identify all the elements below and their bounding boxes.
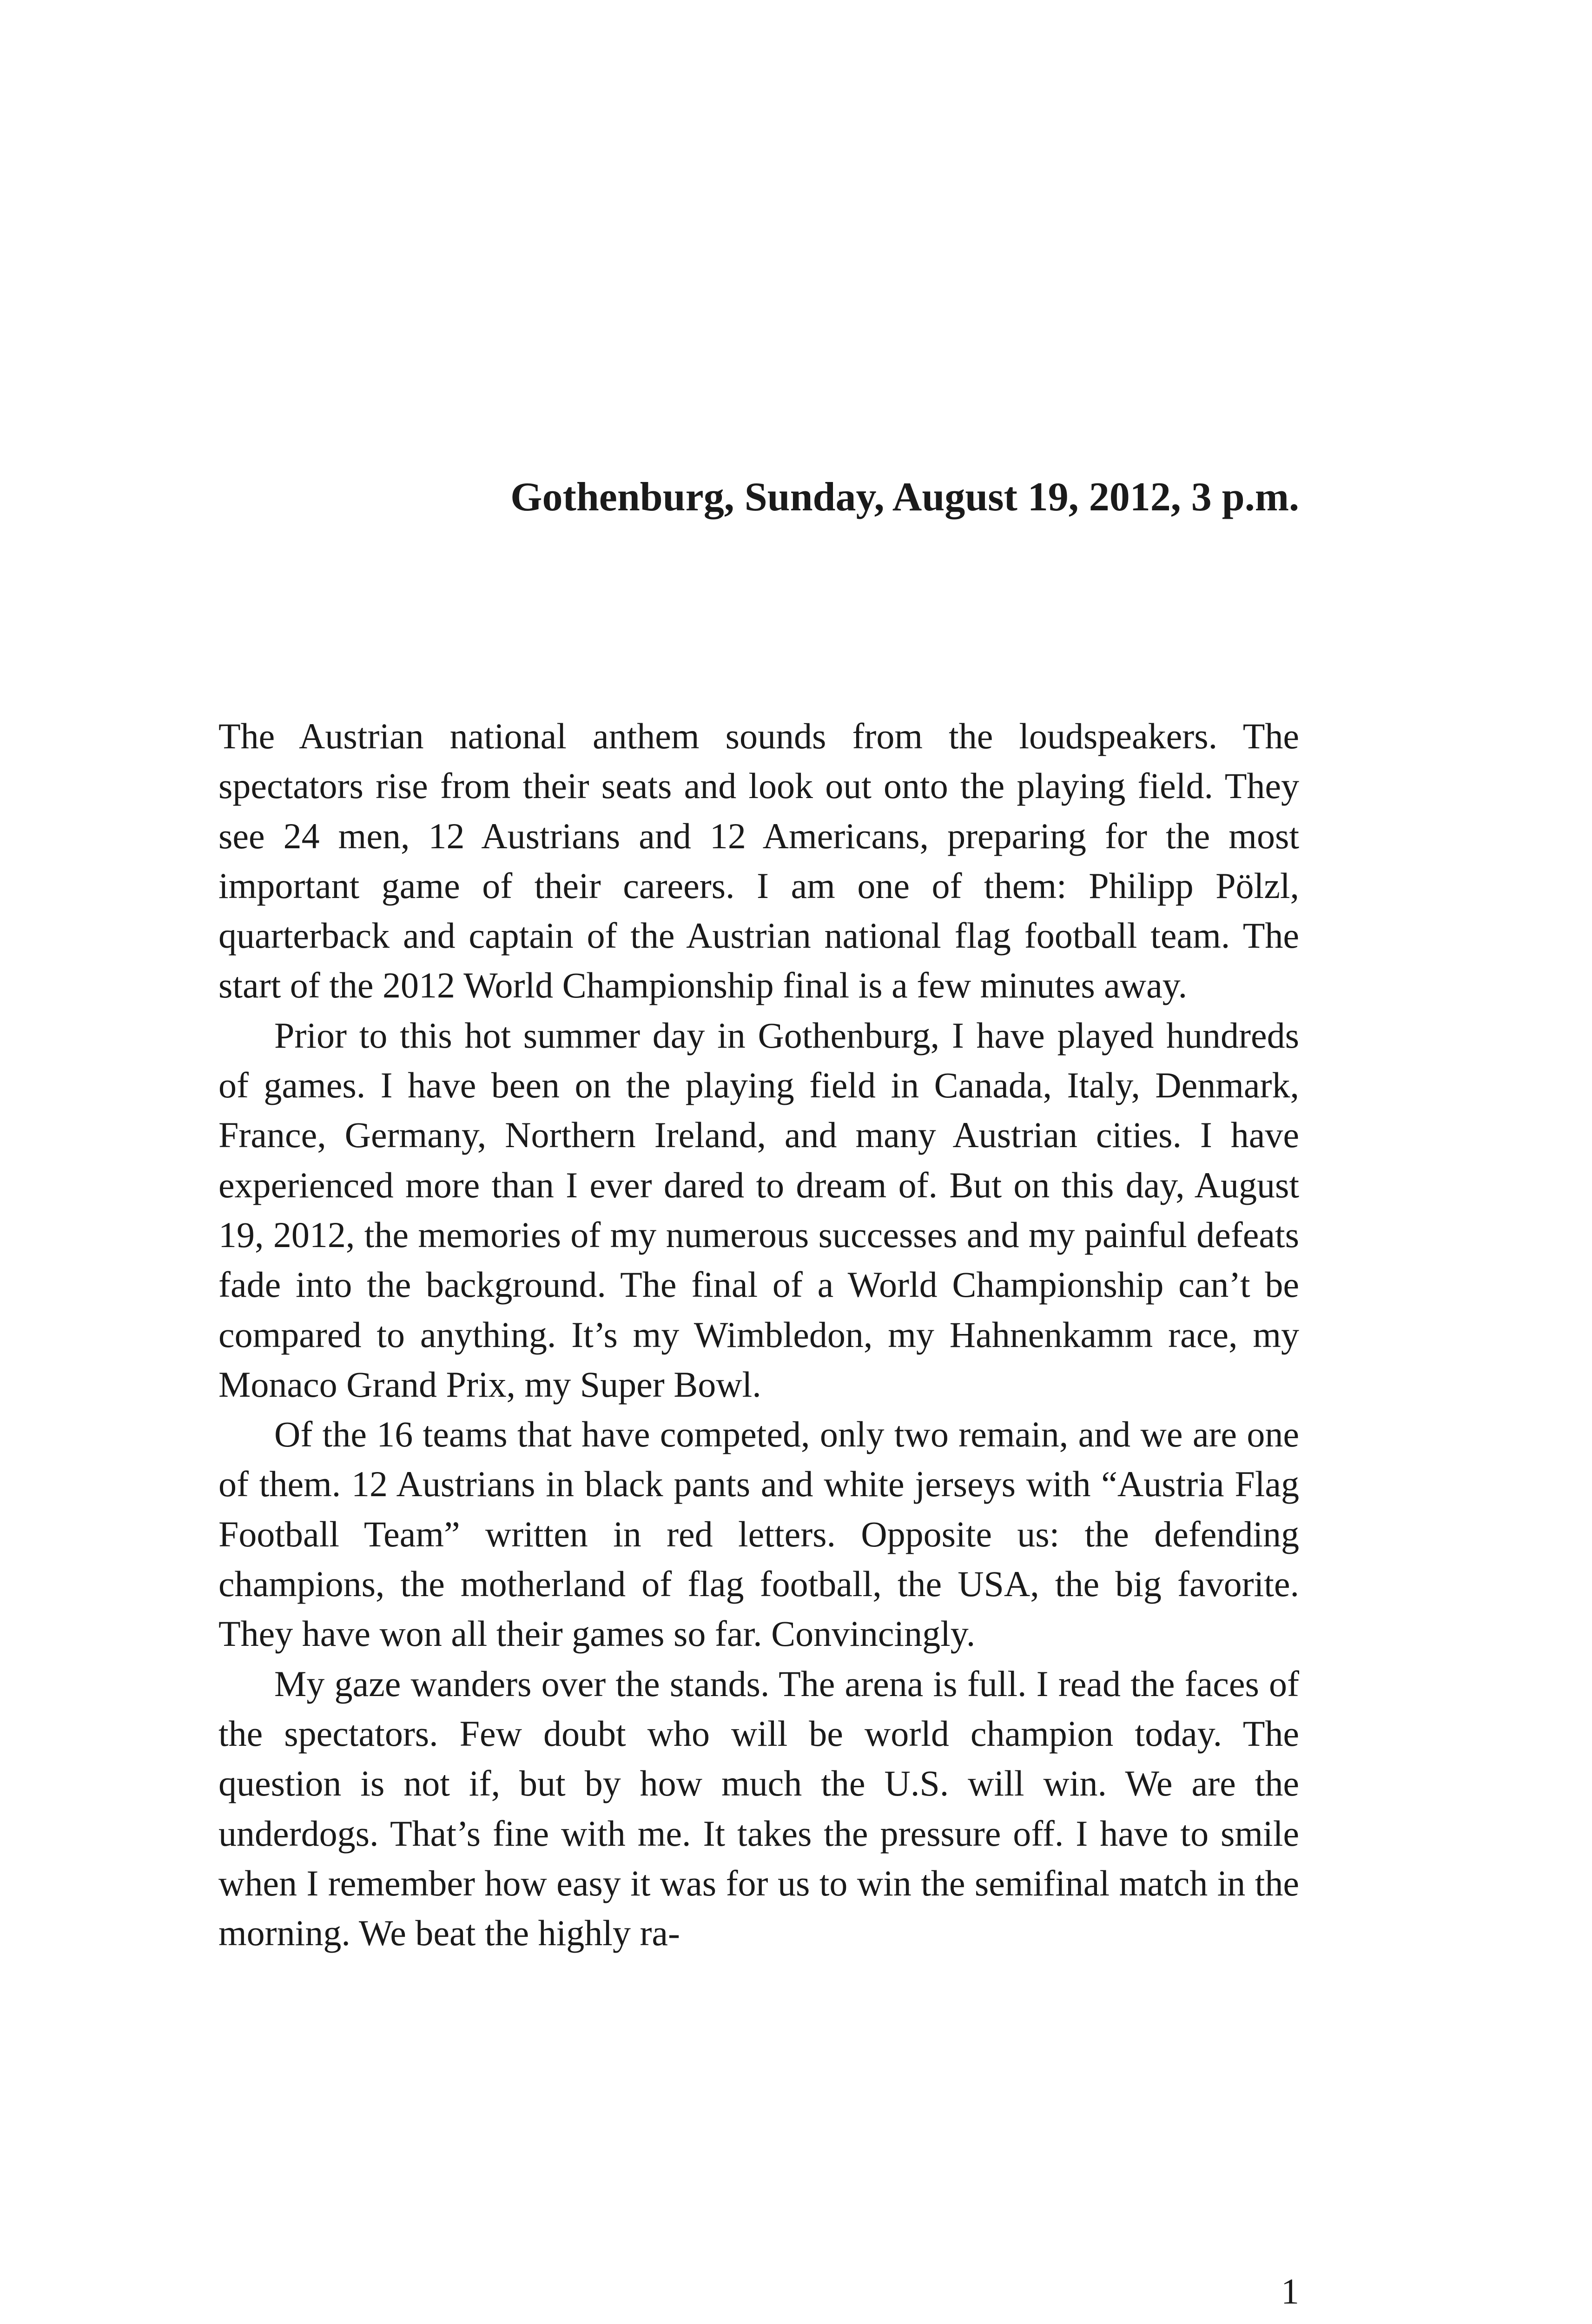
paragraph: The Austrian national anthem sounds from the loudspeakers. The spectators rise from their seats and look out onto the playing field. They see 24 men, 12 Austrians and 12 Americans, preparing for the most important game of their careers. I am one of them: Philipp Pölzl, quarterback and captain of the Austrian national flag football team. The start of the 2012 World Championship final is a few minutes away. <box>218 716 1299 1006</box>
body-text <box>218 711 1299 1958</box>
paragraph: Of the 16 teams that have competed, only two remain, and we are one of them. 12 Austrians in black pants and white jerseys with “Austria Flag Football Team” written in red letters. Opposite us: the defending champions, the motherland of flag football, the USA, the big favorite. They have won all their games so far. Convincingly. <box>218 1414 1299 1654</box>
paragraph: Prior to this hot summer day in Gothenburg, I have played hundreds of games. I have been on the playing field in Canada, Italy, Denmark, France, Germany, Northern Ireland, and many Austrian cities. I have experienced more than I ever dared to dream of. But on this day, August 19, 2012, the memories of my numerous successes and my painful defeats fade into the background. The final of a World Championship can’t be compared to anything. It’s my Wimbledon, my Hahnenkamm race, my Monaco Grand Prix, my Super Bowl. <box>218 1015 1299 1405</box>
page-number: 1 <box>1281 2271 1299 2311</box>
paragraph: My gaze wanders over the stands. The arena is full. I read the faces of the spectators. Few doubt who will be world champion today. The question is not if, but by how much the U.S. will win. We are the underdogs. That’s fine with me. It takes the pressure off. I have to smile when I remember how easy it was for us to win the semifinal match in the morning. We beat the highly ra- <box>218 1663 1299 1954</box>
chapter-heading: Gothenburg, Sunday, August 19, 2012, 3 p.m. <box>510 475 1299 520</box>
